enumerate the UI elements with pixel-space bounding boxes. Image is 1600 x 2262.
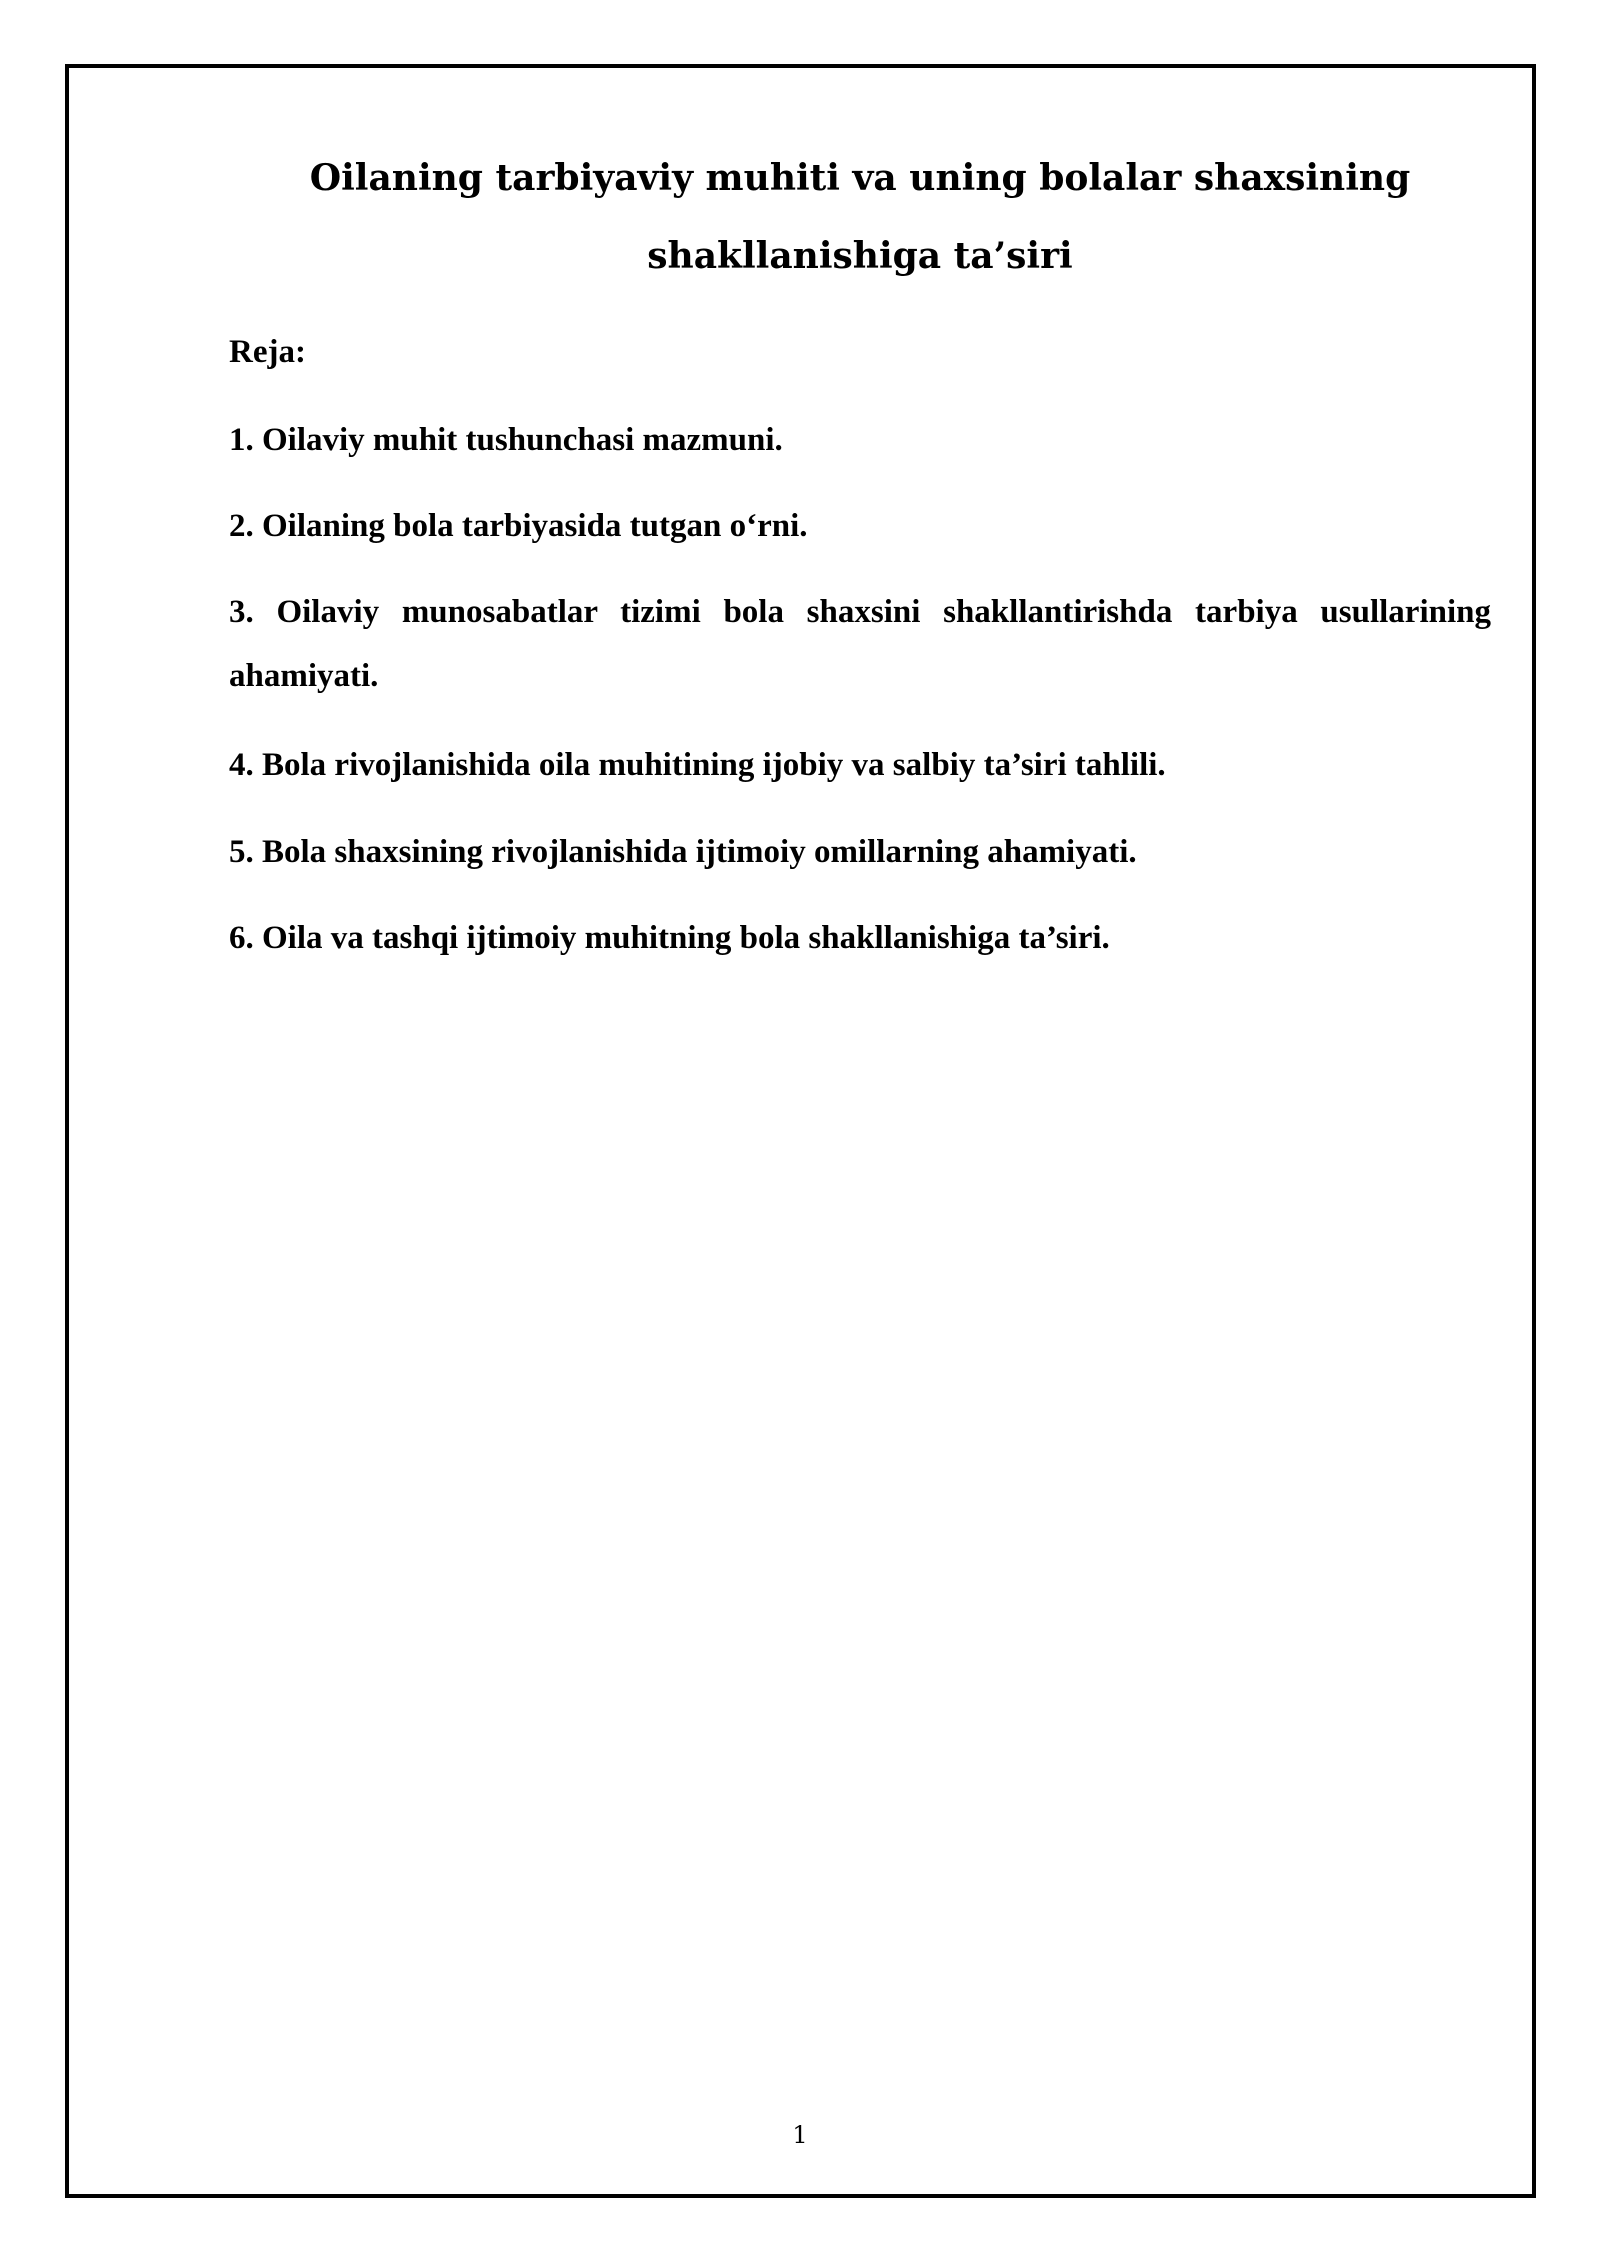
page-number: 1 — [792, 2121, 808, 2149]
page-border — [65, 64, 1536, 2198]
document-title-line-1: Oilaning tarbiyaviy muhiti va uning bolalar shaxsining — [309, 157, 1411, 199]
plan-item-4: 4. Bola rivojlanishida oila muhitining ijobiy va salbiy ta’siri tahlili. — [229, 747, 1166, 783]
plan-item-6: 6. Oila va tashqi ijtimoiy muhitning bola shakllanishiga ta’siri. — [229, 920, 1110, 956]
plan-item-3: 3. Oilaviy munosabatlar tizimi bola shaxsini shakllantirishda tarbiya usullarining ahamiyati. — [229, 594, 1491, 694]
plan-heading: Reja: — [229, 334, 306, 370]
plan-item-1: 1. Oilaviy muhit tushunchasi mazmuni. — [229, 422, 783, 458]
plan-item-2: 2. Oilaning bola tarbiyasida tutgan o‘rni. — [229, 508, 808, 544]
plan-item-5: 5. Bola shaxsining rivojlanishida ijtimoiy omillarning ahamiyati. — [229, 834, 1137, 870]
document-title-line-2: shakllanishiga ta’siri — [647, 235, 1073, 277]
